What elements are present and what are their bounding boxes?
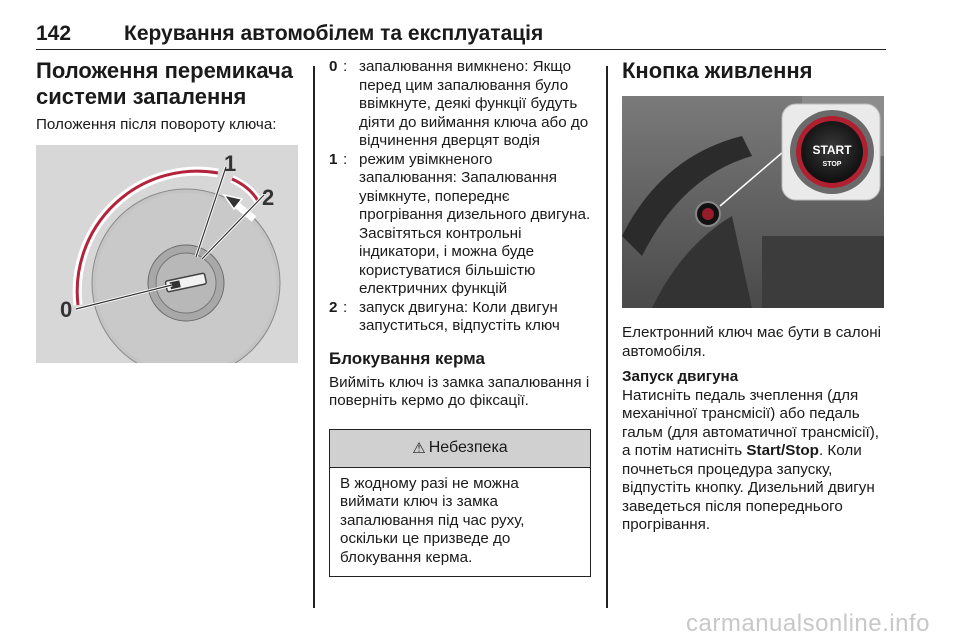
column-1 (36, 58, 298, 363)
position-0-label: 0 (60, 296, 73, 322)
engine-start-text (622, 387, 884, 535)
start-label: START (812, 143, 852, 157)
page-header (36, 20, 886, 50)
danger-warning-box (329, 429, 591, 578)
list-item-text: запуск двигуна: Коли двигун запуститься, відпустіть ключ (359, 298, 560, 334)
power-button-heading: Кнопка живлення (622, 58, 813, 83)
column-divider (313, 66, 315, 608)
list-item-separator: : (343, 298, 348, 316)
list-item-text: режим увімкненого запалювання: Запалювання увімкнуте, попереднє прогрівання дизельного двигуна. Засвітяться контрольні індикатори, і можна буде користуватися більшістю електричних функцій (359, 150, 591, 297)
intro-text: Положення після повороту ключа: (36, 116, 277, 133)
list-item-separator: : (343, 58, 348, 75)
column-2 (329, 58, 591, 577)
list-item (329, 151, 591, 299)
warning-header (330, 430, 590, 468)
list-item-key: 0 (329, 58, 338, 75)
section-heading-ignition-positions: Положення перемикача системи запалення (36, 58, 294, 109)
watermark: carmanualsonline.info (686, 610, 930, 637)
list-item-text: запалювання вимкнено: Якщо перед цим запалювання було ввімкнуте, деякі функції будуть діяти до виймання ключа або до відчинення дверцят водія (359, 58, 589, 149)
warning-title: Небезпека (428, 439, 508, 456)
engine-start-text-part2: . Коли почнеться процедура запуску, відпустіть кнопку. Дизельний двигун заведеться після попереднього прогрівання. (622, 442, 875, 533)
column-3 (622, 58, 884, 535)
warning-icon: ⚠ (412, 440, 426, 457)
engine-start-heading: Запуск двигуна (622, 368, 739, 385)
dashboard-photo-illustration (622, 96, 884, 308)
list-item (329, 299, 591, 336)
steering-lock-heading: Блокування керма (329, 348, 485, 368)
steering-lock-instruction: Вийміть ключ із замка запалювання і поверніть кермо до фіксації. (329, 373, 590, 409)
start-stop-button-photo (622, 96, 884, 308)
position-1-label: 1 (224, 150, 237, 176)
photo-caption: Електронний ключ має бути в салоні автомобіля. (622, 324, 881, 360)
list-item-separator: : (343, 150, 348, 168)
start-stop-term: Start/Stop (746, 442, 819, 459)
ignition-positions-list (329, 58, 591, 336)
ignition-switch-figure (36, 145, 298, 363)
engine-start-text-part1: Натисніть педаль зчеплення (для механічної трансмісії) або педаль гальм (для автоматичної трансмісії), а потім натисніть (622, 386, 880, 459)
header-title: Керування автомобілем та експлуатація (124, 22, 544, 45)
column-divider (606, 66, 608, 608)
ignition-switch-illustration (36, 145, 298, 363)
list-item-key: 2 (329, 298, 338, 316)
page-number: 142 (36, 22, 72, 45)
position-2-label: 2 (262, 184, 275, 210)
list-item-key: 1 (329, 150, 338, 168)
list-item (329, 58, 591, 151)
stop-label: STOP (822, 161, 842, 168)
warning-text: В жодному разі не можна виймати ключ із замка запалювання під час руху, оскільки це призведе до блокування керма. (340, 474, 525, 566)
